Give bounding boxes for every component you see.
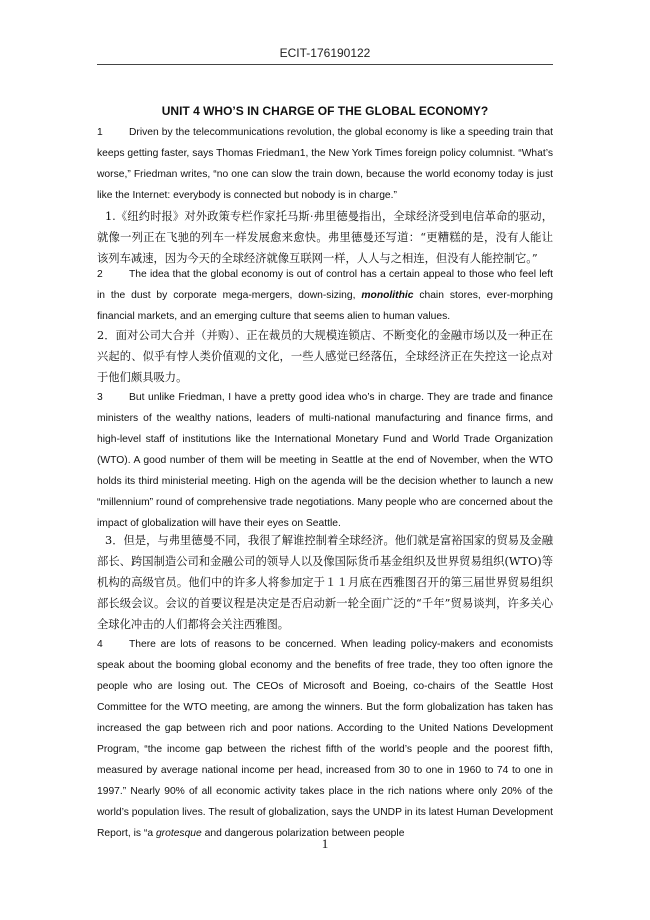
paragraph-text: 3．但是，与弗里德曼不同，我很了解谁控制着全球经济。他们就是富裕国家的贸易及金融部长、跨国制造公司和金融公司的领导人以及像国际货币基金组织及世界贸易组织(WTO)等机构的高级官员。他们中的许多人将参加定于１１月底在西雅图召开的第三届世界贸易组织部长级会议。会议的首要议程是决定是否启动新一轮全面广泛的“千年”贸易谈判，许多关心全球化冲击的人们都将会关注西雅图。: [97, 534, 553, 631]
paragraph-2-chinese: [97, 325, 553, 388]
paragraph-number: 4: [97, 639, 103, 650]
emphasized-word: grotesque: [155, 828, 202, 839]
paragraph-text: There are lots of reasons to be concerned. When leading policy-makers and economists speak about the booming global economy and the benefits of free trade, they too often ignore the people who are losing out. The CEOs of Microsoft and Boeing, co-chairs of the Seattle Host Committee for the WTO meeting, are among the winners. But the form globalization has taken has increased the gap between rich and poor nations. According to the United Nations Development Program, “the income gap between the richest fifth of the world’s people and the poorest fifth, measured by average national income per head, increased from 30 to one in 1960 to 74 to one in 1997.” Nearly 90% of all economic activity takes place in the rich nations where only 20% of the world’s population lives. The result of globalization, says the UNDP in its latest Human Development Report, is “a: [97, 639, 553, 839]
paragraph-3-chinese: [97, 530, 553, 635]
paragraph-text: But unlike Friedman, I have a pretty good idea who’s in charge. They are trade and finance ministers of the wealthy nations, leaders of multi-national manufacturing and finance firms, and high-level staff of institutions like the International Monetary Fund and World Trade Organization (WTO). A good number of them will be meeting in Seattle at the end of November, when the WTO holds its third ministerial meeting. High on the agenda will be the decision whether to launch a new “millennium” round of comprehensive trade negotiations. Many people who are concerned about the impact of globalization will have their eyes on Seattle.: [97, 392, 553, 529]
emphasized-word: monolithic: [361, 290, 414, 301]
paragraph-number: 2: [97, 269, 103, 280]
paragraph-text: and dangerous polarization between people: [201, 828, 405, 839]
page-number: 1: [321, 836, 329, 851]
paragraph-4-english: [97, 634, 553, 844]
header-rule: [97, 64, 553, 65]
unit-title: UNIT 4 WHO’S IN CHARGE OF THE GLOBAL ECONOMY?: [161, 104, 489, 118]
paragraph-text: 1.《纽约时报》对外政策专栏作家托马斯·弗里德曼指出，全球经济受到电信革命的驱动，就像一列正在飞驰的列车一样发展愈来愈快。弗里德曼还写道：“更糟糕的是，没有人能让该列车减速，因为今天的全球经济就像互联网一样，人人与之相连，但没有人能控制它。”: [97, 210, 553, 265]
paragraph-3-english: [97, 387, 553, 534]
paragraph-text: Driven by the telecommunications revolution, the global economy is like a speeding train that keeps getting faster, says Thomas Friedman1, the New York Times foreign policy columnist. “What’s worse,” Friedman writes, “no one can slow the train down, because the world economy today is just like the Internet: everybody is connected but nobody is in charge.”: [97, 127, 553, 201]
paragraph-1-chinese: [97, 206, 553, 269]
document-id: ECIT-176190122: [279, 46, 371, 60]
paragraph-2-english: [97, 264, 553, 327]
paragraph-text: The idea that the global economy is out of control has a certain appeal to those who feel left in the dust by corporate mega-mergers, down-sizing,: [97, 269, 553, 301]
paragraph-number: 1: [97, 127, 103, 138]
paragraph-number: 3: [97, 392, 103, 403]
paragraph-text: chain stores, ever-morphing financial markets, and an emerging culture that seems alien to human values.: [97, 290, 553, 322]
paragraph-1-english: [97, 122, 553, 206]
paragraph-text: 2．面对公司大合并（并购）、正在裁员的大规模连锁店、不断变化的金融市场以及一种正在兴起的、似乎有悖人类价值观的文化，一些人感觉已经落伍，全球经济正在失控这一论点对于他们颇具吸力。: [97, 329, 553, 384]
